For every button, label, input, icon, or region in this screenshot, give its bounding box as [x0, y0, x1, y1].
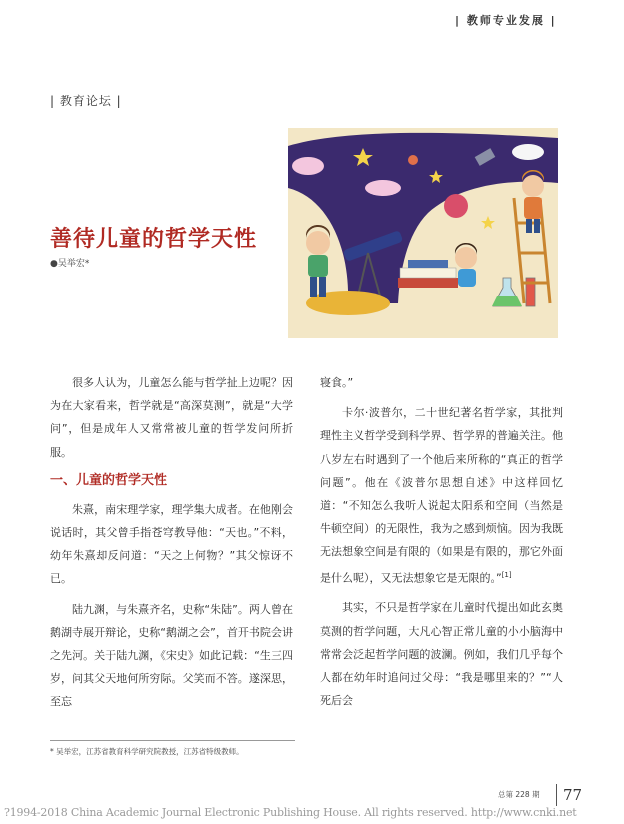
paragraph: 寝食。”: [320, 376, 354, 389]
page-number: 77: [563, 786, 583, 804]
body-column-left: [50, 371, 293, 721]
column-tag: | 教师专业发展 |: [455, 14, 557, 27]
section-heading: 一、儿童的哲学天性: [50, 472, 168, 488]
section-tag: | 教育论坛 |: [50, 94, 122, 108]
paragraph-text: 卡尔·波普尔，二十世纪著名哲学家，其批判理性主义哲学受到科学界、哲学界的普遍关注。他八岁左右时遇到了一个他后来所称的“真正的哲学问题”。他在《波普尔思想自述》中这样回忆道：“不知怎么我听人说起太阳系和空间（当然是牛顿空间）的无限性，我为之感到烦恼。因为我既无法想象空间是有限的（如果是有限的，那它外面是什么呢），又无法想象它是无限的。”: [320, 406, 563, 585]
illustration-image: [288, 128, 558, 338]
article-title: 善待儿童的哲学天性: [50, 226, 258, 252]
paragraph: [320, 401, 563, 589]
paragraph: 其实，不只是哲学家在儿童时代提出如此玄奥莫测的哲学问题，大凡心智正常儿童的小小脑海中常常会泛起哲学问题的波澜。例如，我们几乎每个人都在幼年时追问过父母：“我是哪里来的？”“人死后会: [320, 601, 563, 708]
copyright-line: ?1994-2018 China Academic Journal Electronic Publishing House. All rights reserved. http://www.cnki.net: [4, 806, 577, 819]
citation-ref: [1]: [501, 570, 512, 579]
paragraph: 很多人认为，儿童怎么能与哲学扯上边呢？因为在大家看来，哲学就是“高深莫测”，就是“大学问”，但是成年人又常常被儿童的哲学发问所折服。: [50, 376, 293, 459]
folio-divider: [556, 784, 557, 806]
footnote: * 吴举宏，江苏省教育科学研究院教授，江苏省特级教师。: [50, 747, 244, 756]
footnote-divider: [50, 740, 295, 741]
paragraph: 朱熹，南宋理学家，理学集大成者。在他刚会说话时，其父曾手指苍穹教导他：“天也。”不料，幼年朱熹却反问道：“天之上何物？”其父惊讶不已。: [50, 502, 293, 586]
issue-label: 总第 228 期: [498, 790, 540, 799]
body-column-right: [320, 371, 563, 720]
paragraph: 陆九渊，与朱熹齐名，史称“朱陆”。两人曾在鹅湖寺展开辩论，史称“鹅湖之会”，首开书院会讲之先河。关于陆九渊，《宋史》如此记载：“生三四岁，问其父天地何所穷际。父笑而不答。遂深思，至忘: [50, 602, 293, 709]
article-author: ●吴举宏*: [50, 259, 90, 269]
